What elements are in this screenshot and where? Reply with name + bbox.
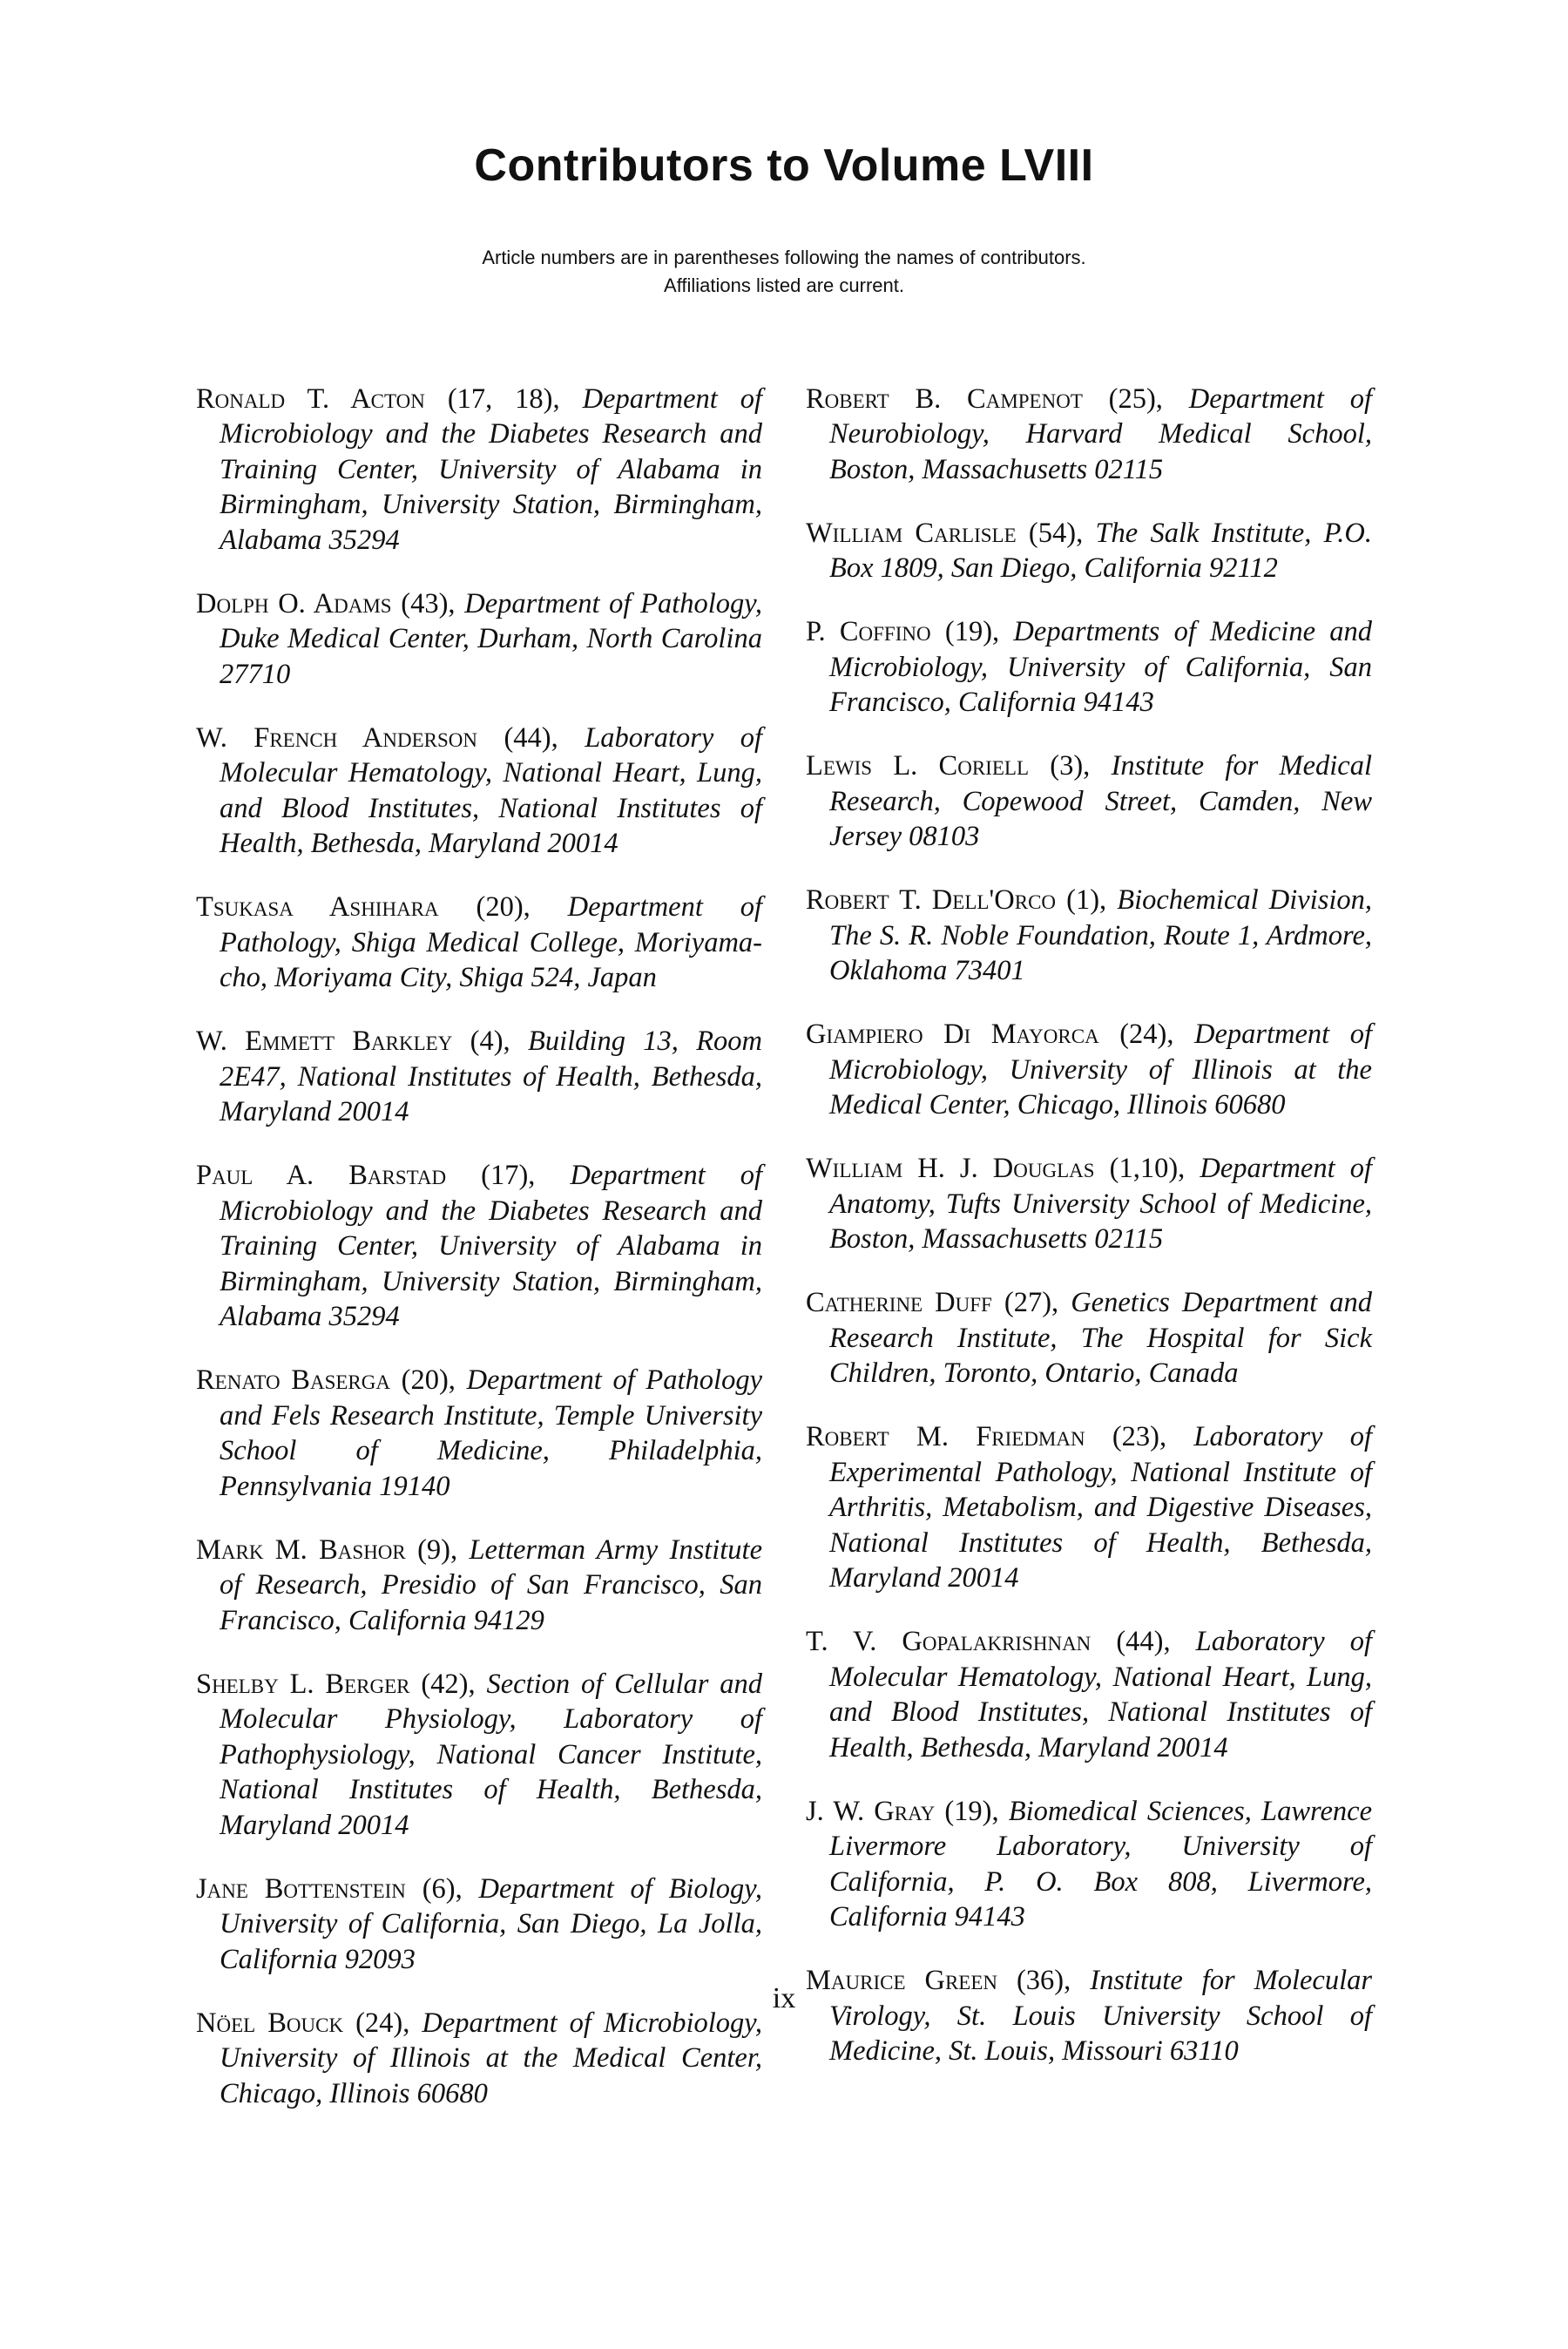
article-numbers: (36),: [1016, 1965, 1071, 1996]
article-numbers: (1,10),: [1109, 1153, 1186, 1184]
affiliation: Department of Pathology, Duke Medical Center, Durham, North Carolina 27710: [220, 587, 763, 690]
contributor-name: William Carlisle: [806, 517, 1017, 549]
affiliation: Department of Anatomy, Tufts University School of Medicine, Boston, Massachusetts 02115: [829, 1153, 1373, 1255]
article-numbers: (17, 18),: [447, 382, 560, 415]
affiliation: Institute for Medical Research, Copewood Street, Camden, New Jersey 08103: [829, 750, 1373, 852]
article-numbers: (42),: [421, 1668, 476, 1700]
affiliation: Department of Microbiology and the Diabetes Research and Training Center, University of Alabama in Birmingham, University Station, Birmingham, Alabama 35294: [220, 382, 763, 556]
contributor-name: Jane Bottenstein: [196, 1872, 406, 1905]
contributor-name: W. French Anderson: [196, 721, 478, 754]
article-numbers: (3),: [1050, 750, 1091, 782]
contributor-entry: [806, 748, 1372, 855]
page-title: Contributors to Volume LVIII: [474, 140, 1094, 191]
contributor-name: Lewis L. Coriell: [806, 750, 1029, 782]
contributor-name: Tsukasa Ashihara: [196, 891, 439, 923]
contributor-name: Nöel Bouck: [196, 2007, 344, 2039]
contributor-name: Robert T. Dell'Orco: [806, 884, 1057, 916]
contributor-entry: [806, 614, 1372, 721]
article-numbers: (24),: [1119, 1019, 1174, 1050]
contributor-entry: [196, 382, 762, 558]
contributor-name: Shelby L. Berger: [196, 1668, 410, 1700]
contributor-entry: [196, 586, 762, 693]
contributor-name: Giampiero Di Mayorca: [806, 1019, 1099, 1050]
contributors-left-column: [196, 353, 762, 2112]
article-numbers: (1),: [1066, 884, 1107, 916]
contributor-name: P. Coffino: [806, 616, 931, 647]
affiliation: Departments of Medicine and Microbiology, University of California, San Francisco, California 94143: [829, 616, 1373, 718]
contributor-name: Renato Baserga: [196, 1364, 390, 1396]
article-numbers: (54),: [1028, 517, 1084, 549]
note-affiliations: Affiliations listed are current.: [664, 274, 904, 296]
contributor-name: J. W. Gray: [806, 1795, 936, 1827]
contributor-name: Robert M. Friedman: [806, 1421, 1085, 1452]
contributor-name: William H. J. Douglas: [806, 1153, 1095, 1184]
contributor-entry: [806, 1419, 1372, 1596]
affiliation: Building 13, Room 2E47, National Institutes of Health, Bethesda, Maryland 20014: [220, 1026, 763, 1127]
article-numbers: (4),: [470, 1026, 510, 1057]
contributor-entry: [196, 1667, 762, 1844]
affiliation: Department of Biology, University of California, San Diego, La Jolla, California 92093: [220, 1872, 763, 1975]
contributor-entry: [806, 1151, 1372, 1257]
article-numbers: (44),: [504, 721, 558, 754]
contributor-entry: [806, 883, 1372, 989]
affiliation: Biomedical Sciences, Lawrence Livermore Laboratory, University of California, P. O. Box 808, Livermore, California 94143: [829, 1795, 1373, 1933]
contributor-name: Robert B. Campenot: [806, 382, 1083, 415]
affiliation: Laboratory of Molecular Hematology, National Heart, Lung, and Blood Institutes, National Institutes of Health, Bethesda, Maryland 20014: [829, 1626, 1373, 1763]
affiliation: Department of Pathology and Fels Research Institute, Temple University School of Medicine, Philadelphia, Pennsylvania 19140: [220, 1364, 762, 1502]
article-numbers: (19),: [944, 616, 1000, 647]
contributor-entry: [196, 1363, 762, 1504]
contributor-name: W. Emmett Barkley: [196, 1026, 453, 1057]
contributor-entry: [196, 2006, 762, 2112]
page-number: ix: [772, 1982, 796, 2014]
article-numbers: (19),: [944, 1795, 999, 1827]
contributor-entry: [806, 1624, 1372, 1765]
article-numbers: (25),: [1108, 382, 1163, 415]
contributor-entry: [196, 1872, 762, 1978]
article-numbers: (20),: [401, 1364, 456, 1396]
note-article-numbers: Article numbers are in parentheses following the names of contributors.: [482, 247, 1086, 268]
affiliation: Institute for Molecular Virology, St. Louis University School of Medicine, St. Louis, Missouri 63110: [829, 1965, 1373, 2067]
page-notes: [0, 244, 1568, 300]
contributor-entry: [196, 721, 762, 862]
contributor-name: Dolph O. Adams: [196, 587, 392, 619]
affiliation: Department of Microbiology, University of Illinois at the Medical Center, Chicago, Illinois 60680: [220, 2007, 763, 2109]
article-numbers: (43),: [401, 587, 456, 619]
affiliation: Department of Neurobiology, Harvard Medical School, Boston, Massachusetts 02115: [829, 382, 1373, 485]
contributor-name: Catherine Duff: [806, 1287, 992, 1318]
affiliation: Laboratory of Experimental Pathology, National Institute of Arthritis, Metabolism, and Digestive Diseases, National Institutes of Health, Bethesda, Maryland 20014: [829, 1421, 1372, 1594]
article-numbers: (17),: [481, 1160, 536, 1191]
article-numbers: (23),: [1112, 1421, 1167, 1452]
contributor-entry: [806, 516, 1372, 586]
contributor-name: Mark M. Bashor: [196, 1533, 406, 1566]
contributor-name: Paul A. Barstad: [196, 1160, 447, 1191]
affiliation: Department of Microbiology, University of Illinois at the Medical Center, Chicago, Illinois 60680: [829, 1019, 1372, 1120]
contributor-entry: [806, 1285, 1372, 1391]
contributor-name: Ronald T. Acton: [196, 382, 425, 415]
affiliation: Section of Cellular and Molecular Physiology, Laboratory of Pathophysiology, National Cancer Institute, National Institutes of Health, Bethesda, Maryland 20014: [220, 1668, 762, 1841]
contributor-entry: [196, 1533, 762, 1639]
article-numbers: (20),: [476, 891, 531, 923]
contributors-right-column: [806, 353, 1372, 2070]
affiliation: Laboratory of Molecular Hematology, National Heart, Lung, and Blood Institutes, National Institutes of Health, Bethesda, Maryland 20014: [220, 721, 763, 859]
affiliation: The Salk Institute, P.O. Box 1809, San Diego, California 92112: [829, 517, 1372, 584]
article-numbers: (44),: [1116, 1626, 1171, 1657]
affiliation: Genetics Department and Research Institute, The Hospital for Sick Children, Toronto, Ontario, Canada: [829, 1287, 1372, 1389]
contributor-entry: [806, 1963, 1372, 2069]
contributor-name: Maurice Green: [806, 1965, 997, 1996]
contributor-entry: [806, 382, 1372, 488]
affiliation: Department of Pathology, Shiga Medical College, Moriyama-cho, Moriyama City, Shiga 524, Japan: [220, 891, 763, 993]
article-numbers: (27),: [1004, 1287, 1059, 1318]
contributor-entry: [806, 1794, 1372, 1935]
contributor-name: T. V. Gopalakrishnan: [806, 1626, 1092, 1657]
article-numbers: (6),: [422, 1872, 463, 1905]
article-numbers: (9),: [417, 1533, 458, 1566]
affiliation: Department of Microbiology and the Diabetes Research and Training Center, University of Alabama in Birmingham, University Station, Birmingham, Alabama 35294: [220, 1160, 763, 1332]
contributor-entry: [196, 1158, 762, 1335]
affiliation: Letterman Army Institute of Research, Presidio of San Francisco, San Francisco, California 94129: [220, 1533, 763, 1636]
contributor-entry: [196, 1024, 762, 1130]
article-numbers: (24),: [355, 2007, 410, 2039]
affiliation: Biochemical Division, The S. R. Noble Foundation, Route 1, Ardmore, Oklahoma 73401: [829, 884, 1372, 986]
contributor-entry: [196, 890, 762, 996]
contributor-entry: [806, 1017, 1372, 1123]
